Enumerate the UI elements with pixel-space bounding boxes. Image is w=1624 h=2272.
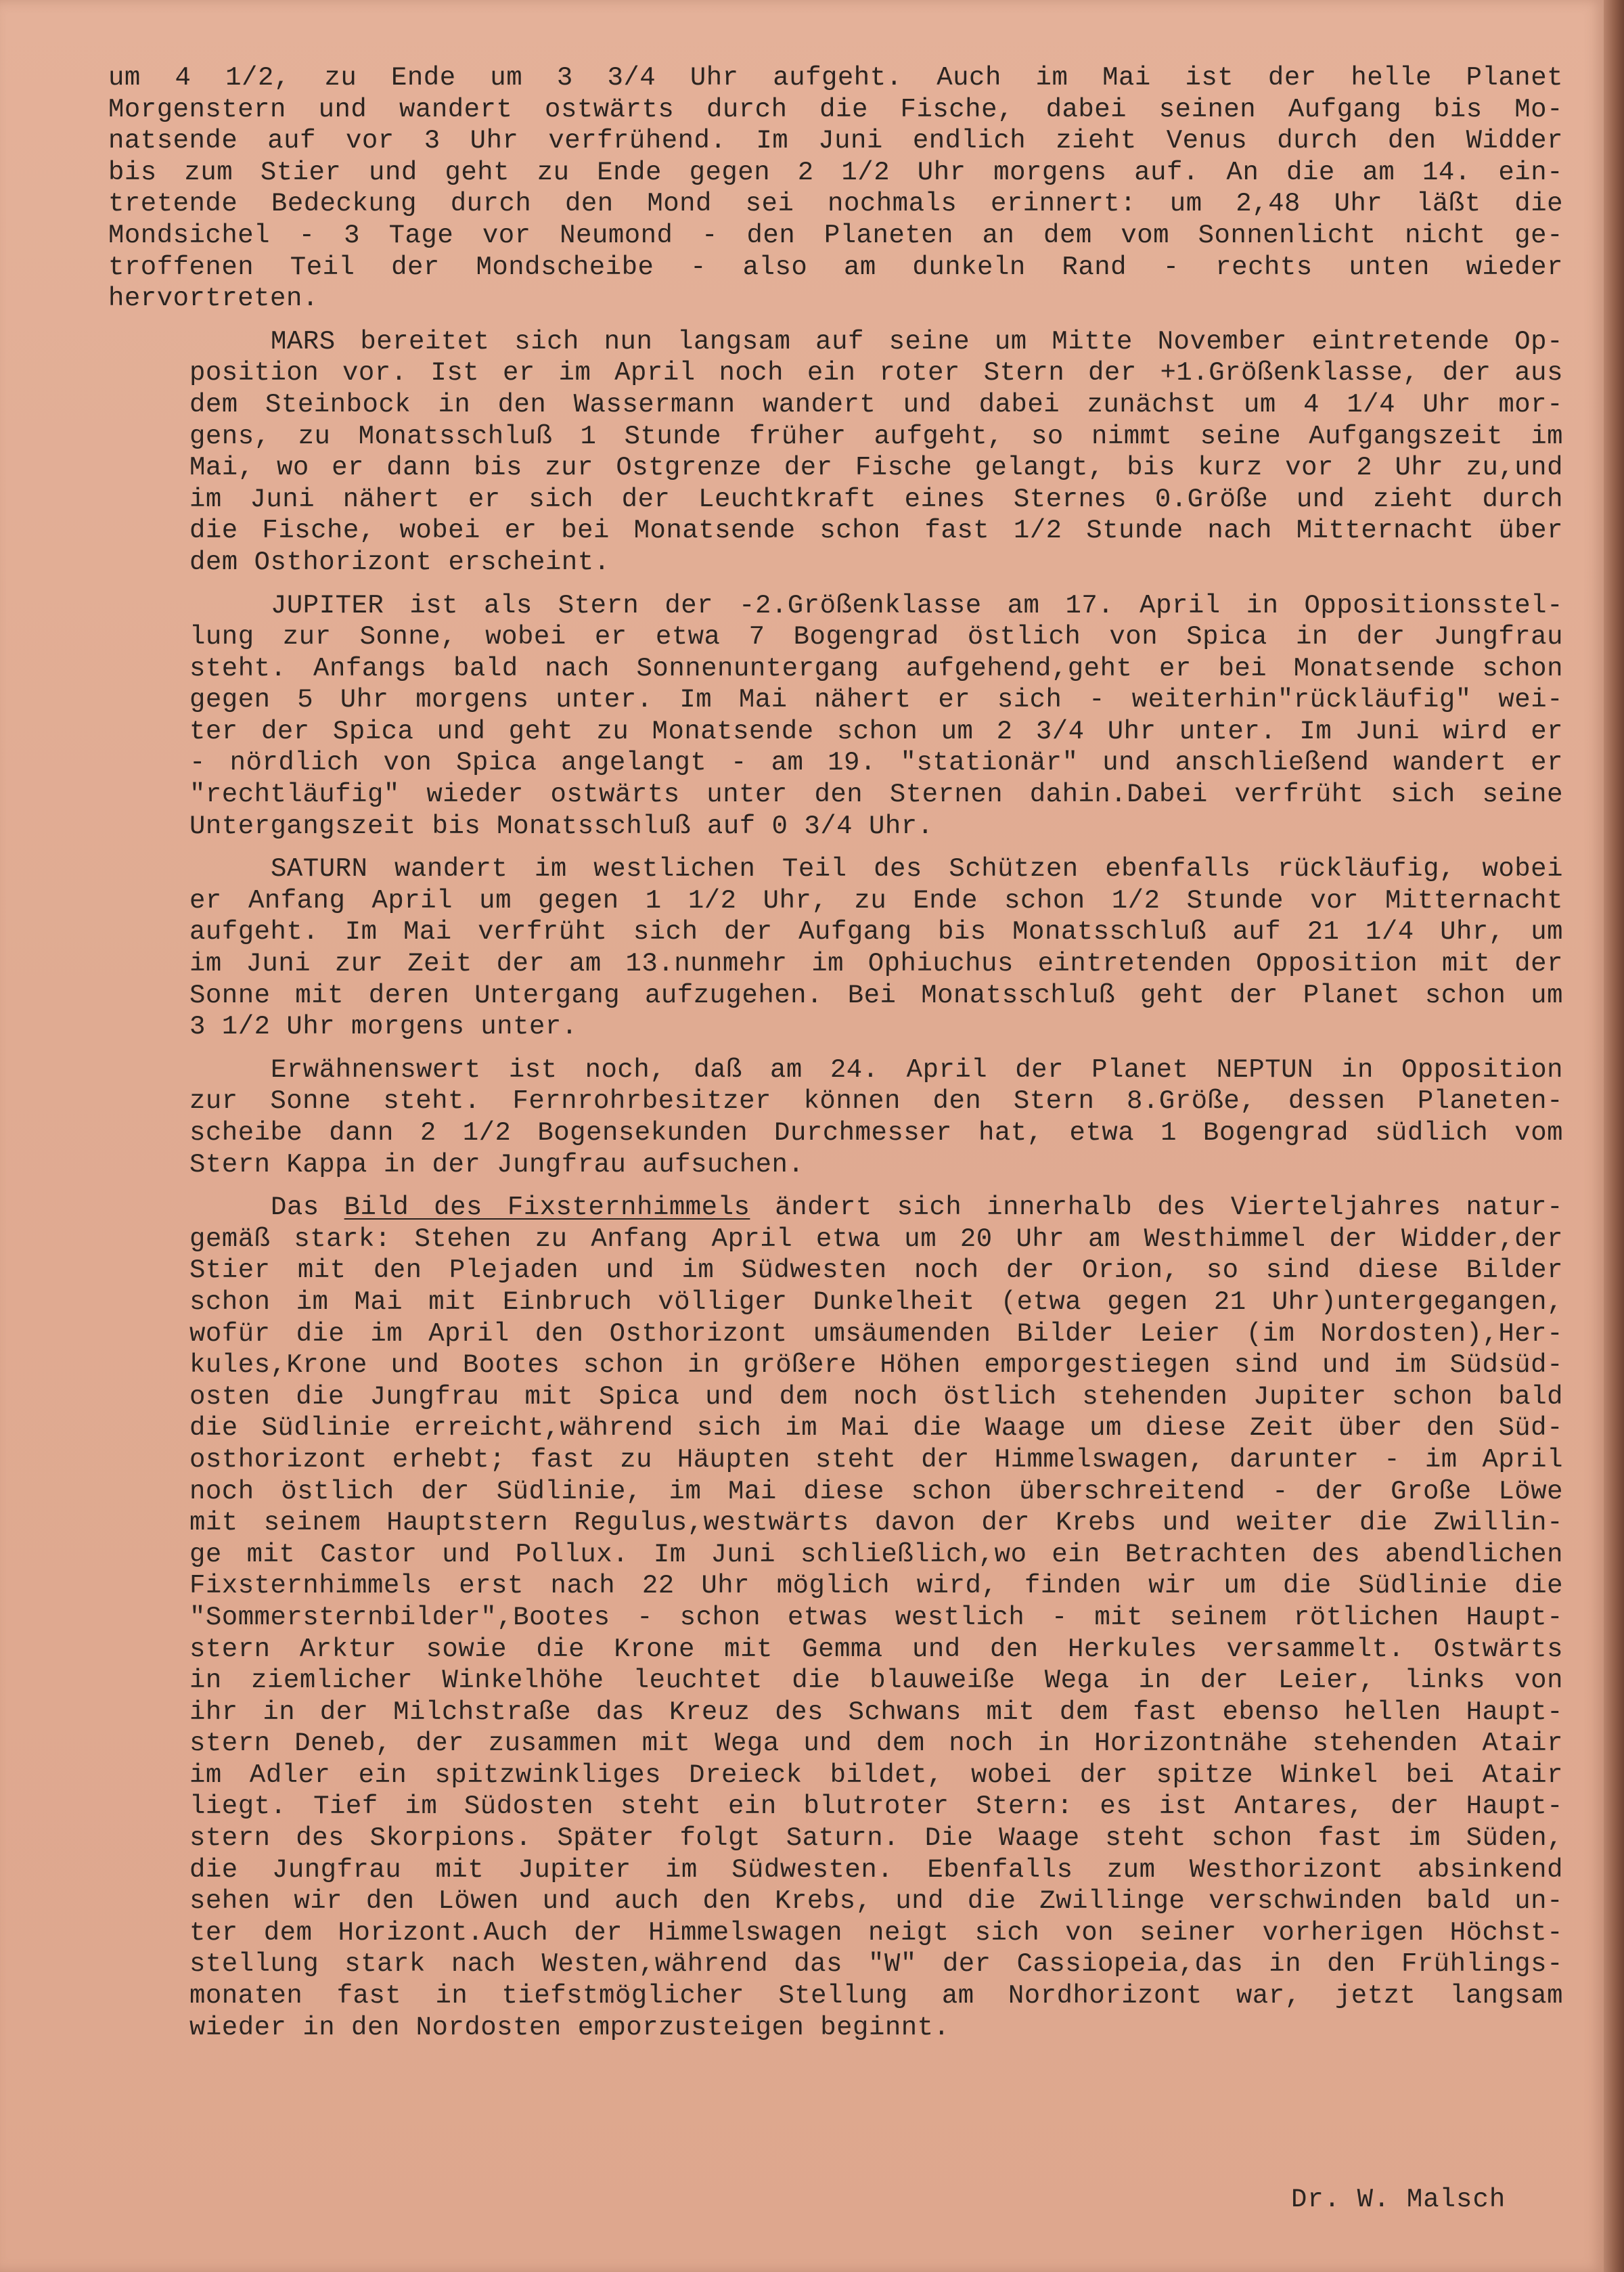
intro-after: ändert sich innerhalb des Vierteljahres natur- <box>750 1193 1563 1223</box>
saturn-paragraph <box>108 853 1563 1043</box>
text-line: ter dem Horizont.Auch der Himmelswagen neigt sich von seiner vorherigen Höchst- <box>189 1917 1563 1948</box>
text-line: MARS bereitet sich nun langsam auf seine um Mitte November eintretende Op- <box>271 326 1563 357</box>
text-line: JUPITER ist als Stern der -2.Größenklasse am 17. April in Oppositionsstel- <box>271 590 1563 621</box>
text-line: wofür die im April den Osthorizont umsäumenden Bilder Leier (im Nordosten),Her- <box>189 1318 1563 1349</box>
text-line: ge mit Castor und Pollux. Im Juni schließlich,wo ein Betrachten des abendlichen <box>189 1539 1563 1569</box>
fixstern-paragraph <box>108 1192 1563 2043</box>
text-line: tretende Bedeckung durch den Mond sei nochmals erinnert: um 2,48 Uhr läßt die <box>108 189 1563 219</box>
text-line: schon im Mai mit Einbruch völliger Dunkelheit (etwa gegen 21 Uhr)untergegangen, <box>189 1287 1563 1317</box>
text-line: gemäß stark: Stehen zu Anfang April etwa um 20 Uhr am Westhimmel der Widder,der <box>189 1224 1563 1254</box>
venus-paragraph <box>108 62 1563 315</box>
text-line: monaten fast in tiefstmöglicher Stellung am Nordhorizont war, jetzt langsam <box>189 1981 1563 2011</box>
text-line: natsende auf vor 3 Uhr verfrühend. Im Juni endlich zieht Venus durch den Widder <box>108 126 1563 156</box>
text-line: sehen wir den Löwen und auch den Krebs, und die Zwillinge verschwinden bald un- <box>189 1886 1563 1917</box>
text-line: um 4 1/2, zu Ende um 3 3/4 Uhr aufgeht. Auch im Mai ist der helle Planet <box>108 63 1563 93</box>
text-line: Mai, wo er dann bis zur Ostgrenze der Fische gelangt, bis kurz vor 2 Uhr zu,und <box>189 453 1563 483</box>
text-line: im Adler ein spitzwinkliges Dreieck bildet, wobei der spitze Winkel bei Atair <box>189 1760 1563 1790</box>
text-line: aufgeht. Im Mai verfrüht sich der Aufgang bis Monatsschluß auf 21 1/4 Uhr, um <box>189 917 1563 948</box>
text-line: stern Deneb, der zusammen mit Wega und dem noch in Horizontnähe stehenden Atair <box>189 1729 1563 1759</box>
text-line: lung zur Sonne, wobei er etwa 7 Bogengrad östlich von Spica in der Jungfrau <box>189 622 1563 652</box>
intro-before: Das <box>271 1193 344 1223</box>
text-line: - nördlich von Spica angelangt - am 19. "stationär" und anschließend wandert er <box>189 748 1563 778</box>
article-body <box>108 62 1563 2055</box>
text-line: zur Sonne steht. Fernrohrbesitzer können den Stern 8.Größe, dessen Planeten- <box>189 1086 1563 1117</box>
text-line: osten die Jungfrau mit Spica und dem noch östlich stehenden Jupiter schon bald <box>189 1381 1563 1412</box>
text-line: SATURN wandert im westlichen Teil des Schützen ebenfalls rückläufig, wobei <box>271 854 1563 885</box>
text-line: wieder in den Nordosten emporzusteigen beginnt. <box>189 2012 950 2043</box>
text-line: im Juni nähert er sich der Leuchtkraft eines Sternes 0.Größe und zieht durch <box>189 484 1563 514</box>
text-line: hervortreten. <box>108 284 319 314</box>
text-line: Morgenstern und wandert ostwärts durch die Fische, dabei seinen Aufgang bis Mo- <box>108 94 1563 125</box>
text-line: "Sommersternbilder",Bootes - schon etwas westlich - mit seinem rötlichen Haupt- <box>189 1602 1563 1632</box>
text-line: Mondsichel - 3 Tage vor Neumond - den Planeten an dem vom Sonnenlicht nicht ge- <box>108 220 1563 250</box>
text-line: ter der Spica und geht zu Monatsende schon um 2 3/4 Uhr unter. Im Juni wird er <box>189 716 1563 747</box>
text-line: gens, zu Monatsschluß 1 Stunde früher aufgeht, so nimmt seine Aufgangszeit im <box>189 421 1563 451</box>
text-line: troffenen Teil der Mondscheibe - also am dunkeln Rand - rechts unten wieder <box>108 252 1563 282</box>
text-line: die Fische, wobei er bei Monatsende schon fast 1/2 Stunde nach Mitternacht über <box>189 516 1563 546</box>
text-line: die Südlinie erreicht,während sich im Mai die Waage um diese Zeit über den Süd- <box>189 1413 1563 1444</box>
text-line: stern des Skorpions. Später folgt Saturn. Die Waage steht schon fast im Süden, <box>189 1823 1563 1854</box>
neptun-paragraph <box>108 1054 1563 1180</box>
text-line: liegt. Tief im Südosten steht ein blutroter Stern: es ist Antares, der Haupt- <box>189 1791 1563 1822</box>
text-line: er Anfang April um gegen 1 1/2 Uhr, zu Ende schon 1/2 Stunde vor Mitternacht <box>189 885 1563 916</box>
text-line: osthorizont erhebt; fast zu Häupten steht der Himmelswagen, darunter - im April <box>189 1444 1563 1475</box>
text-line: stern Arktur sowie die Krone mit Gemma und den Herkules versammelt. Ostwärts <box>189 1634 1563 1664</box>
text-line: steht. Anfangs bald nach Sonnenuntergang aufgehend,geht er bei Monatsende schon <box>189 653 1563 684</box>
text-line: 3 1/2 Uhr morgens unter. <box>189 1012 578 1042</box>
text-line: die Jungfrau mit Jupiter im Südwesten. Ebenfalls zum Westhorizont absinkend <box>189 1854 1563 1885</box>
text-line: stellung stark nach Westen,während das "W" der Cassiopeia,das in den Frühlings- <box>189 1949 1563 1980</box>
text-line: bis zum Stier und geht zu Ende gegen 2 1/2 Uhr morgens auf. An die am 14. ein- <box>108 157 1563 187</box>
page-edge <box>1604 0 1624 2272</box>
text-line: Fixsternhimmels erst nach 22 Uhr möglich wird, finden wir um die Südlinie die <box>189 1571 1563 1601</box>
text-line: scheibe dann 2 1/2 Bogensekunden Durchmesser hat, etwa 1 Bogengrad südlich vom <box>189 1118 1563 1148</box>
text-line: im Juni zur Zeit der am 13.nunmehr im Ophiuchus eintretenden Opposition mit der <box>189 949 1563 979</box>
text-line: noch östlich der Südlinie, im Mai diese schon überschreitend - der Große Löwe <box>189 1476 1563 1507</box>
text-line: kules,Krone und Bootes schon in größere Höhen emporgestiegen sind und im Südsüd- <box>189 1350 1563 1381</box>
text-line: Sonne mit deren Untergang aufzugehen. Bei Monatsschluß geht der Planet schon um <box>189 980 1563 1010</box>
mars-paragraph <box>108 326 1563 579</box>
text-line: dem Osthorizont erscheint. <box>189 547 610 577</box>
text-line: Erwähnenswert ist noch, daß am 24. April der Planet NEPTUN in Opposition <box>271 1054 1563 1085</box>
text-line: dem Steinbock in den Wassermann wandert und dabei zunächst um 4 1/4 Uhr mor- <box>189 389 1563 420</box>
text-line: ihr in der Milchstraße das Kreuz des Schwans mit dem fast ebenso hellen Haupt- <box>189 1697 1563 1727</box>
text-line <box>108 1192 1563 1224</box>
text-line: position vor. Ist er im April noch ein roter Stern der +1.Größenklasse, der aus <box>189 358 1563 388</box>
underlined-heading: Bild des Fixsternhimmels <box>344 1193 750 1223</box>
text-line: Stern Kappa in der Jungfrau aufsuchen. <box>189 1149 805 1180</box>
text-line: in ziemlicher Winkelhöhe leuchtet die blauweiße Wega in der Leier, links von <box>189 1666 1563 1696</box>
text-line: gegen 5 Uhr morgens unter. Im Mai nähert er sich - weiterhin"rückläufig" wei- <box>189 685 1563 715</box>
jupiter-paragraph <box>108 590 1563 843</box>
text-line: Stier mit den Plejaden und im Südwesten noch der Orion, so sind diese Bilder <box>189 1255 1563 1286</box>
text-line: mit seinem Hauptstern Regulus,westwärts davon der Krebs und weiter die Zwillin- <box>189 1508 1563 1538</box>
text-line: Untergangszeit bis Monatsschluß auf 0 3/4 Uhr. <box>189 811 934 841</box>
text-line: "rechtläufig" wieder ostwärts unter den Sternen dahin.Dabei verfrüht sich seine <box>189 780 1563 810</box>
author-signature: Dr. W. Malsch <box>1291 2185 1506 2214</box>
